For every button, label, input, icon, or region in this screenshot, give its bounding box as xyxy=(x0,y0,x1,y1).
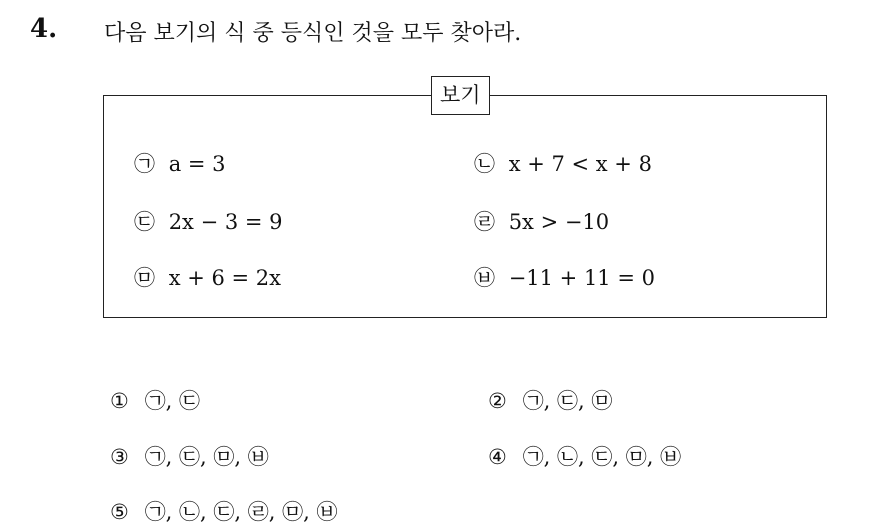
example-item-6 xyxy=(474,262,655,292)
choice-text: ㉠, ㉢ xyxy=(144,389,201,413)
item-expression: a = 3 xyxy=(168,152,226,176)
choice-text: ㉠, ㉢, ㉤ xyxy=(522,389,613,413)
item-marker: ㉡ xyxy=(474,152,495,176)
answer-choice-4[interactable] xyxy=(488,441,681,471)
choice-number: ④ xyxy=(488,445,507,469)
question-text: 다음 보기의 식 중 등식인 것을 모두 찾아라. xyxy=(104,21,522,46)
item-expression: x + 7 < x + 8 xyxy=(508,152,652,176)
example-item-3 xyxy=(134,206,283,236)
choice-number: ② xyxy=(488,389,507,413)
choice-text: ㉠, ㉢, ㉤, ㉥ xyxy=(144,445,269,469)
choice-number: ① xyxy=(110,389,129,413)
answer-choice-3[interactable] xyxy=(110,441,269,471)
item-marker: ㉠ xyxy=(134,152,155,176)
item-expression: −11 + 11 = 0 xyxy=(508,266,655,290)
answer-choice-1[interactable] xyxy=(110,385,200,415)
choice-number: ⑤ xyxy=(110,500,129,524)
item-expression: 2x − 3 = 9 xyxy=(168,210,283,234)
example-item-2 xyxy=(474,148,652,178)
item-expression: 5x > −10 xyxy=(508,210,610,234)
example-item-1 xyxy=(134,148,226,178)
item-marker: ㉢ xyxy=(134,210,155,234)
item-marker: ㉥ xyxy=(474,266,495,290)
choice-number: ③ xyxy=(110,445,129,469)
item-marker: ㉤ xyxy=(134,266,155,290)
example-box-title: 보기 xyxy=(431,76,490,115)
question-number: 4. xyxy=(30,14,58,44)
example-item-4 xyxy=(474,206,609,236)
answer-choice-2[interactable] xyxy=(488,385,612,415)
example-item-5 xyxy=(134,262,281,292)
choice-text: ㉠, ㉡, ㉢, ㉣, ㉤, ㉥ xyxy=(144,500,338,524)
answer-choice-5[interactable] xyxy=(110,496,337,526)
item-marker: ㉣ xyxy=(474,210,495,234)
choice-text: ㉠, ㉡, ㉢, ㉤, ㉥ xyxy=(522,445,682,469)
item-expression: x + 6 = 2x xyxy=(168,266,281,290)
example-box xyxy=(103,83,827,318)
